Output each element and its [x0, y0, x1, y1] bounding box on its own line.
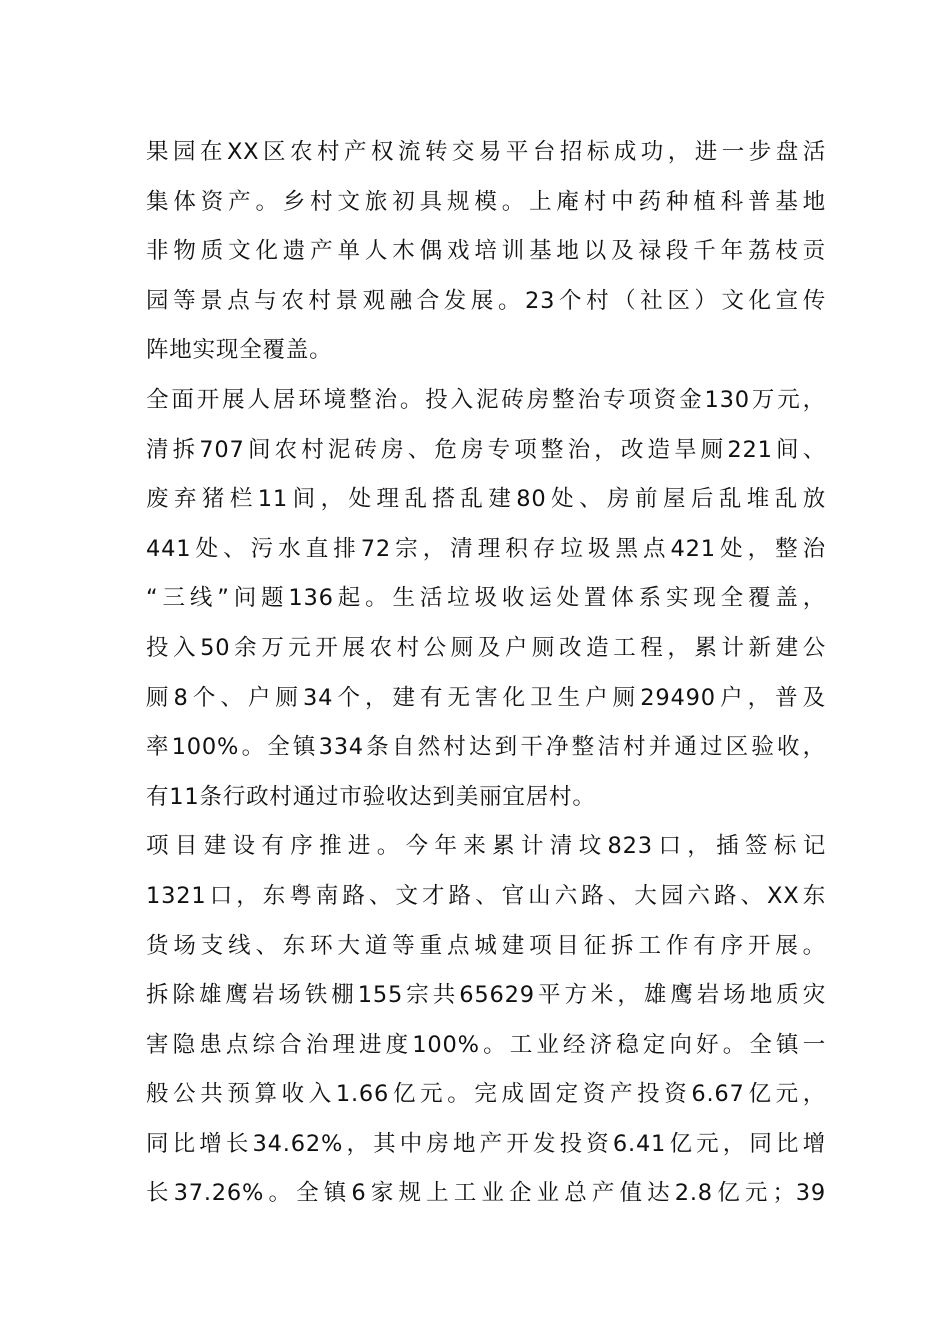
text-line: 货场支线、东环大道等重点城建项目征拆工作有序开展。	[146, 932, 826, 959]
text-line: 全面开展人居环境整治。投入泥砖房整治专项资金130万元，	[146, 386, 826, 413]
text-line: 长37.26%。全镇6家规上工业企业总产值达2.8亿元；39	[146, 1180, 826, 1207]
text-line: 园等景点与农村景观融合发展。23个村（社区）文化宣传	[146, 287, 826, 314]
text-line: 非物质文化遗产单人木偶戏培训基地以及禄段千年荔枝贡	[146, 238, 826, 265]
text-line: 害隐患点综合治理进度100%。工业经济稳定向好。全镇一	[146, 1031, 826, 1058]
text-line: 1321口，东粤南路、文才路、官山六路、大园六路、XX东	[146, 882, 826, 909]
text-line: 集体资产。乡村文旅初具规模。上庵村中药种植科普基地	[146, 188, 826, 215]
body-text	[146, 128, 826, 1219]
text-line: 有11条行政村通过市验收达到美丽宜居村。	[146, 783, 596, 810]
text-line: “三线”问题136起。生活垃圾收运处置体系实现全覆盖，	[146, 585, 826, 612]
text-line: 率100%。全镇334条自然村达到干净整洁村并通过区验收，	[146, 734, 826, 761]
text-line: 441处、污水直排72宗，清理积存垃圾黑点421处，整治	[146, 535, 826, 562]
text-line: 项目建设有序推进。今年来累计清坟823口，插签标记	[146, 833, 826, 860]
text-line: 投入50余万元开展农村公厕及户厕改造工程，累计新建公	[146, 634, 826, 661]
text-line: 清拆707间农村泥砖房、危房专项整治，改造旱厕221间、	[146, 436, 826, 463]
text-line: 厕8个、户厕34个，建有无害化卫生户厕29490户，普及	[146, 684, 826, 711]
text-line: 同比增长34.62%，其中房地产开发投资6.41亿元，同比增	[146, 1130, 826, 1157]
text-line: 果园在XX区农村产权流转交易平台招标成功，进一步盘活	[146, 139, 826, 165]
text-line: 般公共预算收入1.66亿元。完成固定资产投资6.67亿元，	[146, 1081, 826, 1108]
text-line: 阵地实现全覆盖。	[146, 337, 333, 364]
text-line: 废弃猪栏11间，处理乱搭乱建80处、房前屋后乱堆乱放	[146, 486, 826, 513]
text-line: 拆除雄鹰岩场铁棚155宗共65629平方米，雄鹰岩场地质灾	[146, 982, 826, 1009]
